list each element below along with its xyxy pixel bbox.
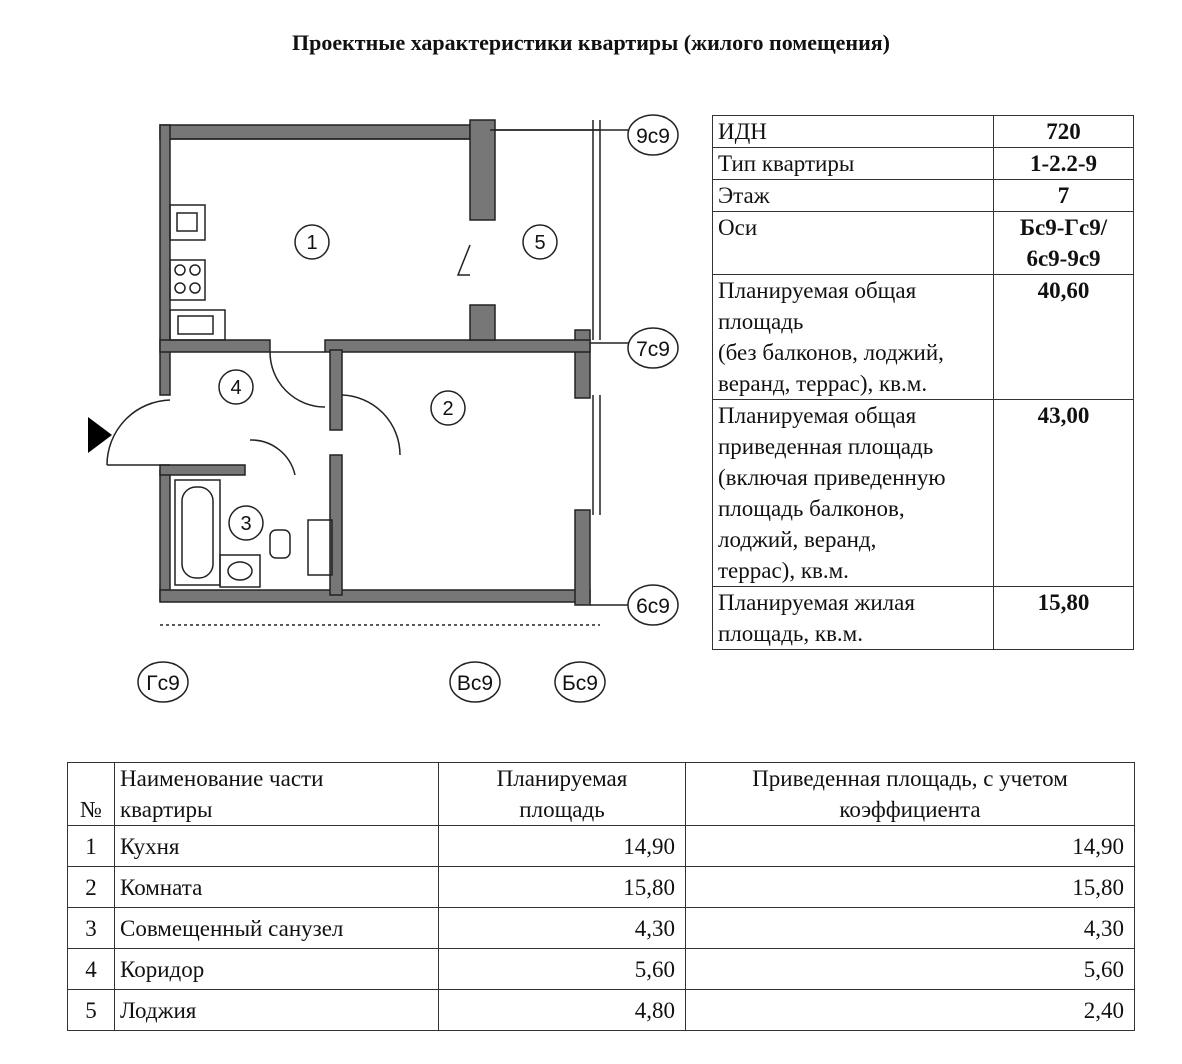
room-name: Кухня (115, 826, 439, 867)
room-number-5: 5 (534, 232, 546, 254)
room-area: 4,80 (439, 990, 686, 1031)
room-name: Лоджия (115, 990, 439, 1031)
property-row (713, 116, 1134, 148)
property-row (713, 400, 1134, 587)
table-row (68, 949, 1135, 990)
axis-label-9: 9с9 (636, 125, 670, 148)
room-number: 3 (68, 908, 115, 949)
axis-label-6: 6с9 (636, 595, 670, 618)
room-number: 4 (68, 949, 115, 990)
wall-top (160, 125, 470, 139)
property-value: 40,60 (994, 275, 1134, 400)
axis-label-7: 7с9 (636, 338, 670, 361)
room-name: Комната (115, 867, 439, 908)
room-reduced-area: 2,40 (686, 990, 1135, 1031)
room-number-4: 4 (230, 377, 242, 399)
wall-bath-top (160, 465, 245, 475)
room-area: 4,30 (439, 908, 686, 949)
property-label: Планируемая общая площадь (без балконов, лоджий, веранд, террас), кв.м. (713, 275, 994, 400)
property-label: Оси (713, 212, 994, 275)
floor-plan (70, 95, 710, 735)
entrance-arrow (88, 417, 112, 453)
axis-label-g: Гс9 (146, 672, 180, 695)
property-label: Планируемая общая приведенная площадь (включая приведенную площадь балконов, лоджий, веранд, террас), кв.м. (713, 400, 994, 587)
table-row (68, 867, 1135, 908)
property-value: 43,00 (994, 400, 1134, 587)
rooms-table (67, 762, 1135, 1031)
rooms-table-header (68, 763, 1135, 826)
property-row (713, 148, 1134, 180)
wall-bottom (160, 590, 590, 602)
property-label: Тип квартиры (713, 148, 994, 180)
property-row (713, 212, 1134, 275)
wall-mid-horizontal (325, 340, 590, 352)
wall-kitchen-bottom (160, 340, 270, 352)
room-name: Коридор (115, 949, 439, 990)
room-reduced-area: 15,80 (686, 867, 1135, 908)
header-reduced-area: Приведенная площадь, с учетом коэффициента (686, 763, 1135, 826)
room-reduced-area: 5,60 (686, 949, 1135, 990)
room-area: 5,60 (439, 949, 686, 990)
room-name: Совмещенный санузел (115, 908, 439, 949)
property-row (713, 180, 1134, 212)
wall-left-lower (160, 470, 170, 600)
room-number-3: 3 (240, 513, 252, 535)
property-label: Этаж (713, 180, 994, 212)
wall-loggia-column (470, 120, 495, 220)
property-value: 7 (994, 180, 1134, 212)
table-row (68, 908, 1135, 949)
room-number: 2 (68, 867, 115, 908)
axis-label-v: Вс9 (456, 672, 494, 695)
table-row (68, 990, 1135, 1031)
room-number: 5 (68, 990, 115, 1031)
wall-room-left (330, 350, 342, 430)
wall-right-lower (575, 510, 590, 605)
wall-loggia-lower (470, 305, 495, 340)
room-area: 14,90 (439, 826, 686, 867)
property-label: ИДН (713, 116, 994, 148)
axis-label-b: Бс9 (562, 672, 598, 695)
property-row (713, 275, 1134, 400)
header-num: № (68, 763, 115, 826)
property-value: Бс9-Гс9/ 6с9-9с9 (994, 212, 1134, 275)
apartment-properties-table (712, 115, 1134, 650)
property-value: 1-2.2-9 (994, 148, 1134, 180)
property-row (713, 587, 1134, 650)
wall-left-upper (160, 125, 170, 395)
property-value: 720 (994, 116, 1134, 148)
table-row (68, 826, 1135, 867)
room-reduced-area: 14,90 (686, 826, 1135, 867)
property-value: 15,80 (994, 587, 1134, 650)
room-number-1: 1 (306, 232, 318, 254)
document-title: Проектные характеристики квартиры (жилого помещения) (292, 30, 890, 55)
room-reduced-area: 4,30 (686, 908, 1135, 949)
header-area: Планируемая площадь (439, 763, 686, 826)
room-area: 15,80 (439, 867, 686, 908)
property-label: Планируемая жилая площадь, кв.м. (713, 587, 994, 650)
header-name: Наименование части квартиры (115, 763, 439, 826)
room-number-2: 2 (442, 398, 454, 420)
room-number: 1 (68, 826, 115, 867)
